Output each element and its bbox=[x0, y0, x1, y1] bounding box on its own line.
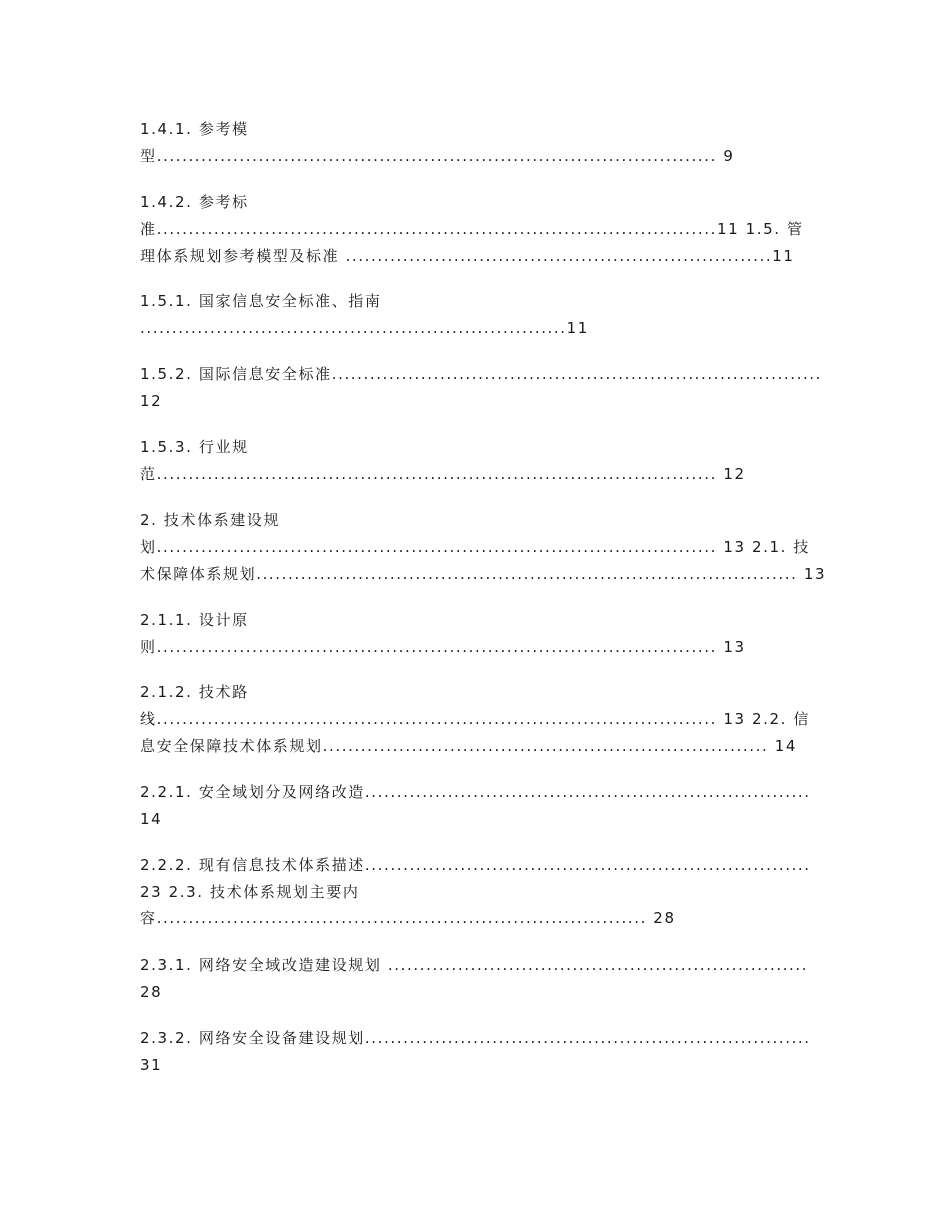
toc-entry-1-5-3-title: 1.5.3. 行业规 bbox=[140, 438, 249, 456]
toc-entry-2-3-1-page: 28 bbox=[140, 983, 163, 1001]
toc-entry-1-5-1-leader: ...................................................................11 bbox=[140, 319, 589, 337]
toc-entry-2-1-1-title: 2.1.1. 设计原 bbox=[140, 611, 249, 629]
toc-entry-2-leader: 划........................................................................................ 13 2.1. 技 bbox=[140, 538, 811, 556]
toc-entry-2-3-leader: 容............................................................................. 28 bbox=[140, 909, 676, 927]
toc-entry-1-5-leader: 理体系规划参考模型及标准 ...................................................................11 bbox=[140, 247, 795, 265]
toc-entry-2-1-2-leader: 线........................................................................................ 13 2.2. 信 bbox=[140, 710, 811, 728]
toc-entry-2-2-1-title: 2.2.1. 安全域划分及网络改造...................................................................... bbox=[140, 783, 811, 801]
toc-entry-2-title: 2. 技术体系建设规 bbox=[140, 511, 281, 529]
toc-entry-2-2-leader: 息安全保障技术体系规划...................................................................... 14 bbox=[140, 737, 798, 755]
toc-entry-1-4-1-leader: 型........................................................................................ 9 bbox=[140, 147, 735, 165]
toc-entry-2-3-1-title: 2.3.1. 网络安全域改造建设规划 .................................................................. bbox=[140, 956, 809, 974]
toc-entry-2-3-2-title: 2.3.2. 网络安全设备建设规划...................................................................... bbox=[140, 1029, 811, 1047]
toc-entry-1-5-2-page: 12 bbox=[140, 392, 163, 410]
toc-entry-2-3-title: 23 2.3. 技术体系规划主要内 bbox=[140, 883, 360, 901]
toc-entry-2-2-1-page: 14 bbox=[140, 810, 163, 828]
toc-entry-1-5-3-leader: 范........................................................................................ 12 bbox=[140, 465, 746, 483]
toc-entry-1-5-1-title: 1.5.1. 国家信息安全标准、指南 bbox=[140, 292, 382, 310]
toc-entry-2-1-2-title: 2.1.2. 技术路 bbox=[140, 683, 249, 701]
toc-entry-1-5-2-title: 1.5.2. 国际信息安全标准............................................................................. bbox=[140, 365, 823, 383]
toc-entry-2-1-leader: 术保障体系规划..................................................................................... 13 bbox=[140, 565, 827, 583]
toc-entry-2-1-1-leader: 则........................................................................................ 13 bbox=[140, 638, 746, 656]
toc-entry-1-4-2-title: 1.4.2. 参考标 bbox=[140, 193, 249, 211]
toc-entry-1-4-2-leader: 准........................................................................................11 1.5. 管 bbox=[140, 220, 804, 238]
toc-entry-2-3-2-page: 31 bbox=[140, 1056, 163, 1074]
toc-entry-1-4-1-title: 1.4.1. 参考模 bbox=[140, 120, 249, 138]
toc-entry-2-2-2-title: 2.2.2. 现有信息技术体系描述...................................................................... bbox=[140, 856, 811, 874]
